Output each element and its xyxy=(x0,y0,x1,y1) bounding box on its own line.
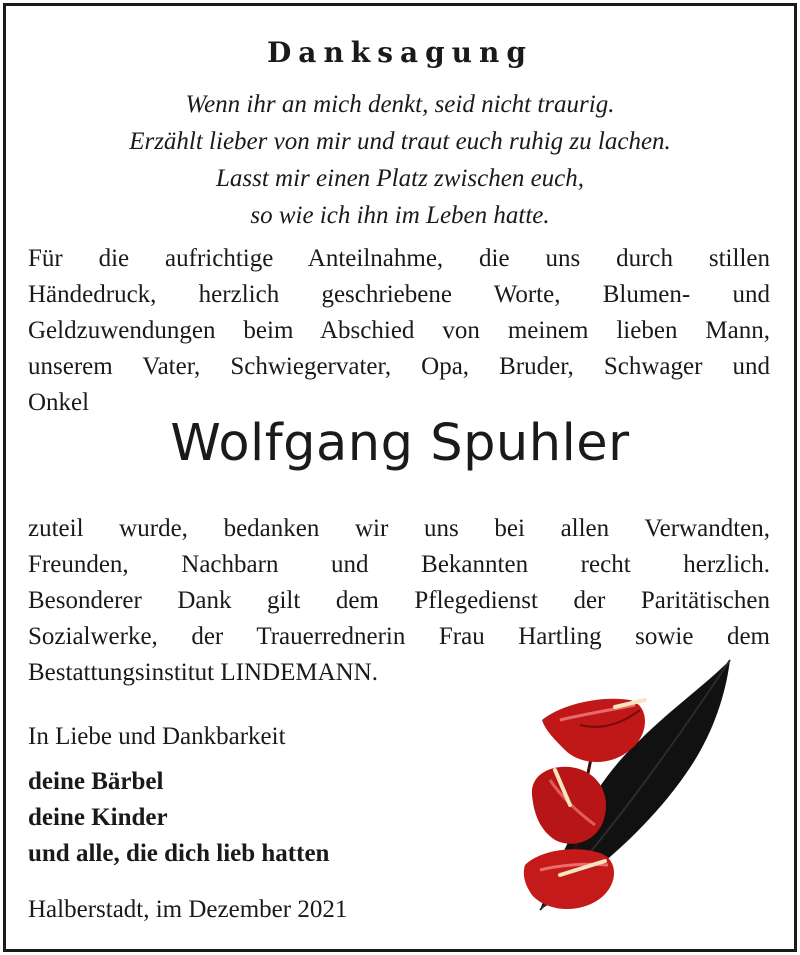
poem-line: Erzählt lieber von mir und traut euch ruhig zu lachen. xyxy=(129,128,671,155)
paragraph-line: Bestattungsinstitut LINDEMANN. xyxy=(28,659,378,686)
deceased-name: Wolfgang Spuhler xyxy=(170,414,630,473)
poem-line: Lasst mir einen Platz zwischen euch, xyxy=(215,165,585,192)
paragraph-line: Freunden, Nachbarn und Bekannten recht herzlich. xyxy=(28,551,770,578)
closing-phrase: In Liebe und Dankbarkeit xyxy=(28,723,286,750)
signers xyxy=(28,764,329,872)
paragraph-line: Geldzuwendungen beim Abschied von meinem lieben Mann, xyxy=(28,317,770,344)
paragraph-line: Sozialwerke, der Trauerrednerin Frau Hartling sowie dem xyxy=(28,623,770,650)
signer: deine Bärbel xyxy=(28,768,164,795)
paragraph-line: Onkel xyxy=(28,389,90,416)
paragraph-line: unserem Vater, Schwiegervater, Opa, Bruder, Schwager und xyxy=(28,353,770,380)
place-date: Halberstadt, im Dezember 2021 xyxy=(28,896,348,923)
paragraph-line: Händedruck, herzlich geschriebene Worte, Blumen- und xyxy=(28,281,770,308)
signer: deine Kinder xyxy=(28,804,168,831)
notice-title: Danksagung xyxy=(267,36,533,69)
poem-line: Wenn ihr an mich denkt, seid nicht traurig. xyxy=(185,91,615,118)
anthurium-flower-illustration xyxy=(520,655,735,925)
poem xyxy=(0,86,800,234)
poem-line: so wie ich ihn im Leben hatte. xyxy=(250,202,550,229)
signer: und alle, die dich lieb hatten xyxy=(28,840,330,867)
paragraph-line: zuteil wurde, bedanken wir uns bei allen Verwandten, xyxy=(28,515,770,542)
paragraph-line: Besonderer Dank gilt dem Pflegedienst der Paritätischen xyxy=(28,587,770,614)
paragraph-line: Für die aufrichtige Anteilnahme, die uns durch stillen xyxy=(28,245,770,272)
thanks-paragraph-1 xyxy=(28,241,770,421)
